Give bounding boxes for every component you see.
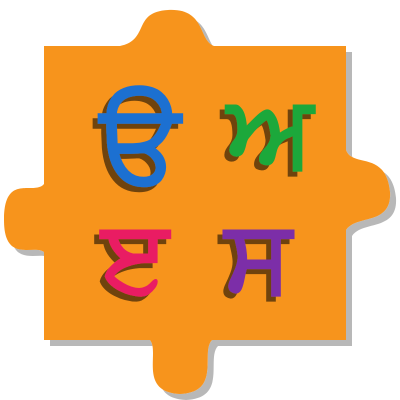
letter-ura: ੳ — [100, 78, 180, 206]
letter-aira: ਅ — [227, 72, 313, 189]
letter-sassa: ਸ — [224, 197, 292, 314]
puzzle-piece-shape — [4, 10, 390, 394]
letter-iri: ੲ — [101, 197, 169, 314]
